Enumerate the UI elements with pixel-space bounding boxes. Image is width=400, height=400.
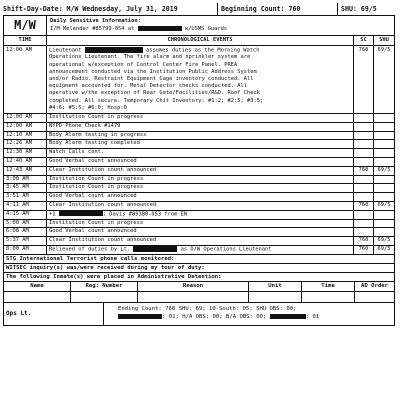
shift-code: M/W: [4, 16, 47, 35]
event-shu: [374, 184, 394, 192]
admin-col-name: Name: [4, 282, 71, 291]
events-table: [4, 46, 394, 255]
event-shu: [374, 114, 394, 122]
admin-col-ad-order: AD Order: [361, 282, 388, 289]
event-row: [4, 246, 394, 255]
col-sc: SC: [354, 36, 374, 45]
event-text: Relieved of duties by Lt. as D/W Operations Lieutenant: [46, 246, 354, 254]
event-time: 6:08 AM: [6, 228, 29, 235]
event-time: 12:30 AM: [6, 149, 32, 156]
event-shu: 69/5: [377, 166, 391, 173]
event-time: 12:10 AM: [6, 131, 32, 138]
sensitive-line-suffix: w/USMS Guards: [184, 26, 228, 32]
col-shu: SHU: [379, 37, 389, 43]
event-time: 12:40 AM: [6, 158, 32, 165]
event-text: +1 ; Davis #89380-053 from EN: [46, 211, 354, 219]
event-sc: 760: [354, 246, 374, 254]
header-row: [3, 3, 395, 15]
event-sc: 760: [354, 46, 374, 113]
event-sc: 760: [354, 202, 374, 210]
event-text: Institution Count in progress: [46, 220, 354, 228]
event-text: Institution Count in progress: [46, 176, 354, 184]
event-row: [4, 46, 394, 114]
beginning-count: Beginning Count: 760: [217, 3, 337, 15]
admin-line: The following Inmate(s) were placed in Administrative Detention:: [4, 273, 394, 282]
event-row: [4, 114, 394, 123]
sensitive-title: Daily Sensitive Information:: [50, 18, 141, 24]
event-shu: 69/5: [377, 246, 391, 253]
event-sc: [354, 149, 374, 157]
event-sc: [354, 176, 374, 184]
event-shu: [374, 176, 394, 184]
event-shu: 69/5: [377, 237, 391, 244]
col-time: TIME: [4, 36, 47, 45]
event-time: 12:26 AM: [6, 140, 32, 147]
ops-lt-label: Ops Lt.: [4, 303, 104, 325]
event-shu: [374, 211, 394, 219]
event-shu: [374, 140, 394, 148]
event-time: 4:15 AM: [6, 210, 29, 217]
event-shu: [374, 132, 394, 140]
event-row: [4, 237, 394, 246]
event-text: Good Verbal count announced: [46, 193, 354, 201]
event-text: Institution Count in progress: [46, 184, 354, 192]
event-text: Good Verbal count announced: [46, 228, 354, 236]
event-text: Clear Institution count announced: [46, 202, 354, 210]
event-row: [4, 132, 394, 141]
event-row: [4, 202, 394, 211]
event-sc: [354, 123, 374, 131]
event-row: [4, 149, 394, 158]
event-shu: [374, 158, 394, 166]
event-row: [4, 228, 394, 237]
sensitive-info: [47, 16, 394, 35]
event-shu: [374, 220, 394, 228]
ending-count-line1: Ending Count: 760 SHU: 69; 10-South: 05; SHU OBS: 00;: [118, 305, 297, 312]
log-frame: [3, 15, 395, 326]
shift-day-date: Shift-Day-Date: M/W Wednesday, July 31, 2019: [3, 5, 178, 13]
event-time: 4:11 AM: [6, 202, 29, 209]
event-text: Body Alarm testing in progress: [46, 132, 354, 140]
event-time: 12:00 AM: [6, 122, 32, 129]
event-row: [4, 158, 394, 167]
ending-count-line2b: : 01: [305, 313, 320, 320]
event-row: [4, 184, 394, 193]
event-row: [4, 176, 394, 185]
event-sc: [354, 228, 374, 236]
ending-count: [104, 303, 394, 325]
event-row: [4, 167, 394, 176]
event-row: [4, 140, 394, 149]
event-text: Clear Institution count announced: [46, 237, 354, 245]
event-text: Good Verbal count announced: [46, 158, 354, 166]
admin-row: [4, 292, 394, 303]
redaction-bar: [270, 314, 306, 320]
event-shu: 69/5: [377, 47, 391, 53]
event-time: 3:00 AM: [6, 175, 29, 182]
event-text: Watch Calls cont.: [46, 149, 354, 157]
redaction-bar: [59, 211, 103, 217]
event-sc: [354, 140, 374, 148]
event-row: [4, 123, 394, 132]
shift-log-page: [3, 3, 395, 326]
col-events: CHRONOLOGICAL EVENTS: [47, 36, 354, 45]
sensitive-line-prefix: I/M Melender #85799-054 at: [50, 26, 135, 32]
event-time: 12:43 AM: [6, 166, 32, 173]
event-sc: [354, 184, 374, 192]
events-table-head: [4, 36, 394, 46]
event-text: Institution Count in progress: [46, 114, 354, 122]
event-sc: [354, 114, 374, 122]
event-sc: [354, 220, 374, 228]
event-shu: [374, 123, 394, 131]
event-time: 3:51 AM: [6, 193, 29, 200]
redaction-bar: [85, 47, 143, 53]
event-sc: 760: [354, 167, 374, 175]
event-row: [4, 211, 394, 220]
ending-count-line2a: : 01; H/A OBS: 00; B/A OBS: 00;: [162, 313, 267, 320]
footer-row: [4, 303, 394, 325]
event-sc: [354, 132, 374, 140]
event-sc: [354, 193, 374, 201]
event-shu: [374, 193, 394, 201]
event-row: [4, 193, 394, 202]
event-shu: [374, 228, 394, 236]
admin-table-head: [4, 282, 394, 292]
shu-count: SHU: 69/5: [337, 3, 395, 15]
admin-col-reg: Reg: Number: [71, 282, 138, 291]
sensitive-row: [4, 16, 394, 36]
admin-col-time: Time: [302, 282, 355, 291]
redaction-bar: [133, 246, 177, 252]
event-time: 5:00 AM: [6, 219, 29, 226]
redaction-bar: [138, 26, 182, 32]
admin-col-reason: Reason: [138, 282, 249, 291]
event-shu: [374, 149, 394, 157]
event-sc: [354, 211, 374, 219]
event-row: [4, 220, 394, 229]
event-text: Lieutenant assumes duties as the Morning Watch Operations Lieutenant. The fire alarm and sprinkler system are operational w/exception of Control Center Fire Panel. PREA announcement conducted via the Institution Public Address System and/or Radio. Restraint Equipment Cage inventory conducted. All equipment accounted for. Metal Detector checks conducted. All operative w/the exception of Rear Gate/Facilities/R&D. Roof Check completed. All secure. Temporary Chit Inventory: #1:2; #2:5; #3:5; #4:6; #5:5; #6:0; Hosp:0: [46, 46, 354, 113]
stg-line: STG International Terrorist phone calls monitored:: [4, 255, 394, 264]
admin-col-unit: Unit: [249, 282, 302, 291]
event-time: 8:00 AM: [6, 246, 29, 253]
redaction-bar: [118, 314, 162, 320]
event-text: Body Alarm testing completed: [46, 140, 354, 148]
event-time: 12:00 AM: [6, 114, 32, 121]
event-time: 5:37 AM: [6, 237, 29, 244]
event-text: NYPD Phone Check #1479: [46, 123, 354, 131]
event-shu: 69/5: [377, 202, 391, 209]
event-time: 3:45 AM: [6, 184, 29, 191]
event-text: Clear Institution count announced: [46, 167, 354, 175]
event-sc: 760: [354, 237, 374, 245]
event-time: 12:00 AM: [6, 47, 32, 53]
witsec-line: WITSEC inquiry(s) was/were received during my tour of duty:: [4, 264, 394, 273]
event-sc: [354, 158, 374, 166]
